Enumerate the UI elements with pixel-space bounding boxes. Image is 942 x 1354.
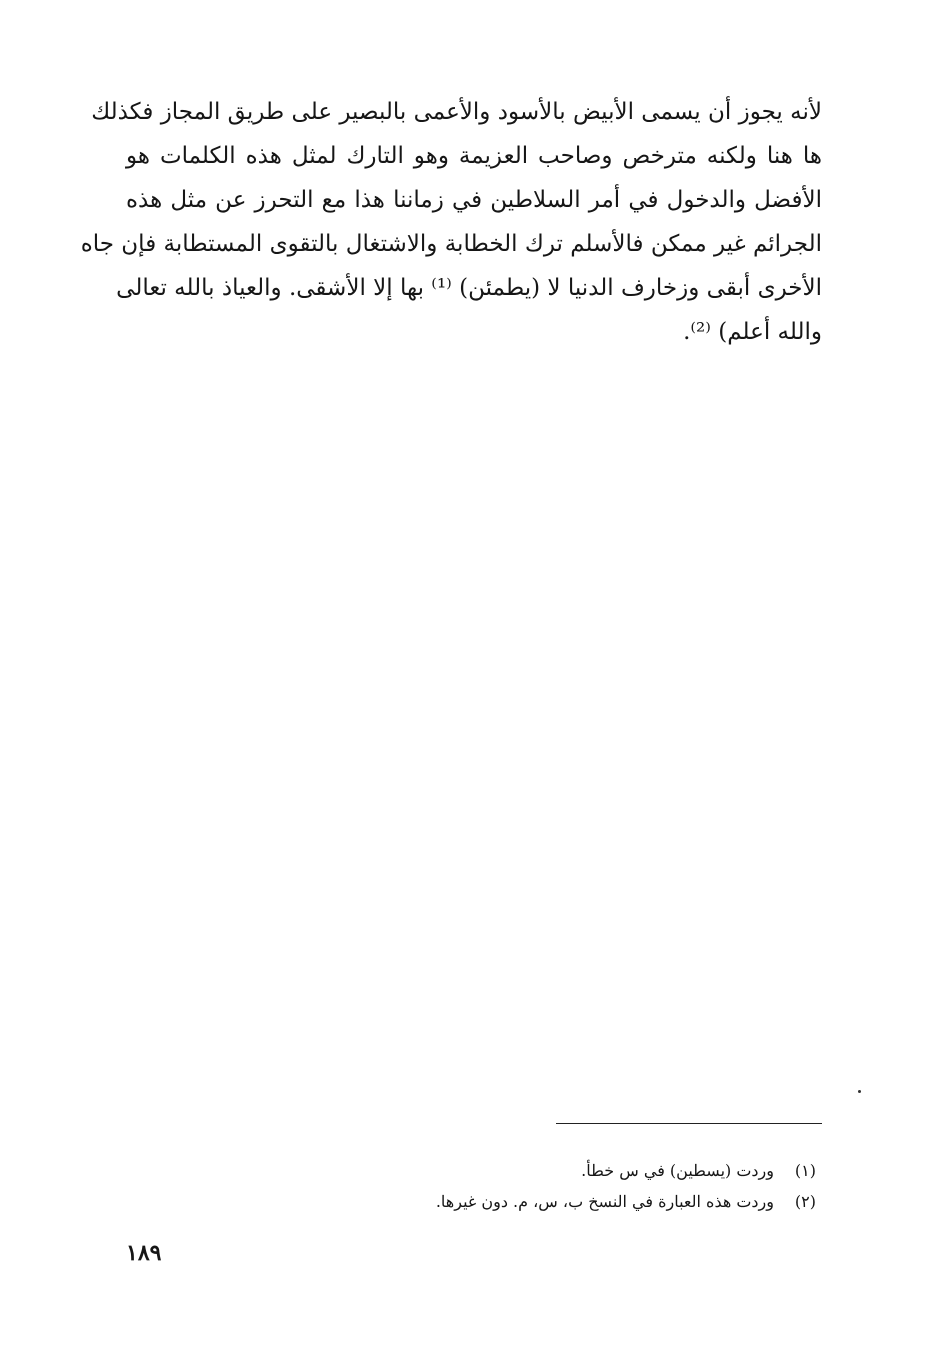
text-line-5: الأخرى أبقى وزخارف الدنيا لا (يطمئن) ⁽¹⁾ بها إلا الأشقى. والعياذ بالله تعالى — [116, 275, 822, 301]
text-line-1: لأنه يجوز أن يسمى الأبيض بالأسود والأعمى بالبصير على طريق المجاز فكذلك — [91, 99, 822, 125]
footnotes — [256, 1155, 816, 1217]
text-line-6: والله أعلم) ⁽²⁾. — [683, 319, 822, 345]
page-number: ١٨٩ — [126, 1240, 162, 1266]
footnote-separator — [556, 1123, 822, 1124]
footnote-text: وردت (يسطين) في س خطأ. — [581, 1161, 774, 1180]
main-text — [80, 90, 822, 354]
footnote-text: وردت هذه العبارة في النسخ ب، س، م. دون غيرها. — [435, 1192, 774, 1211]
footnote-2 — [256, 1186, 816, 1217]
footnote-1 — [256, 1155, 816, 1186]
footnote-marker: (٢) — [794, 1192, 816, 1211]
footnote-marker: (١) — [794, 1161, 816, 1180]
text-line-3: الأفضل والدخول في أمر السلاطين في زماننا هذا مع التحرز عن مثل هذه — [126, 187, 822, 213]
text-line-4: الجرائم غير ممكن فالأسلم ترك الخطابة والاشتغال بالتقوى المستطابة فإن جاه — [80, 231, 822, 257]
text-line-2: ها هنا ولكنه مترخص وصاحب العزيمة وهو التارك لمثل هذه الكلمات هو — [126, 143, 822, 169]
scan-speck — [858, 1090, 861, 1093]
